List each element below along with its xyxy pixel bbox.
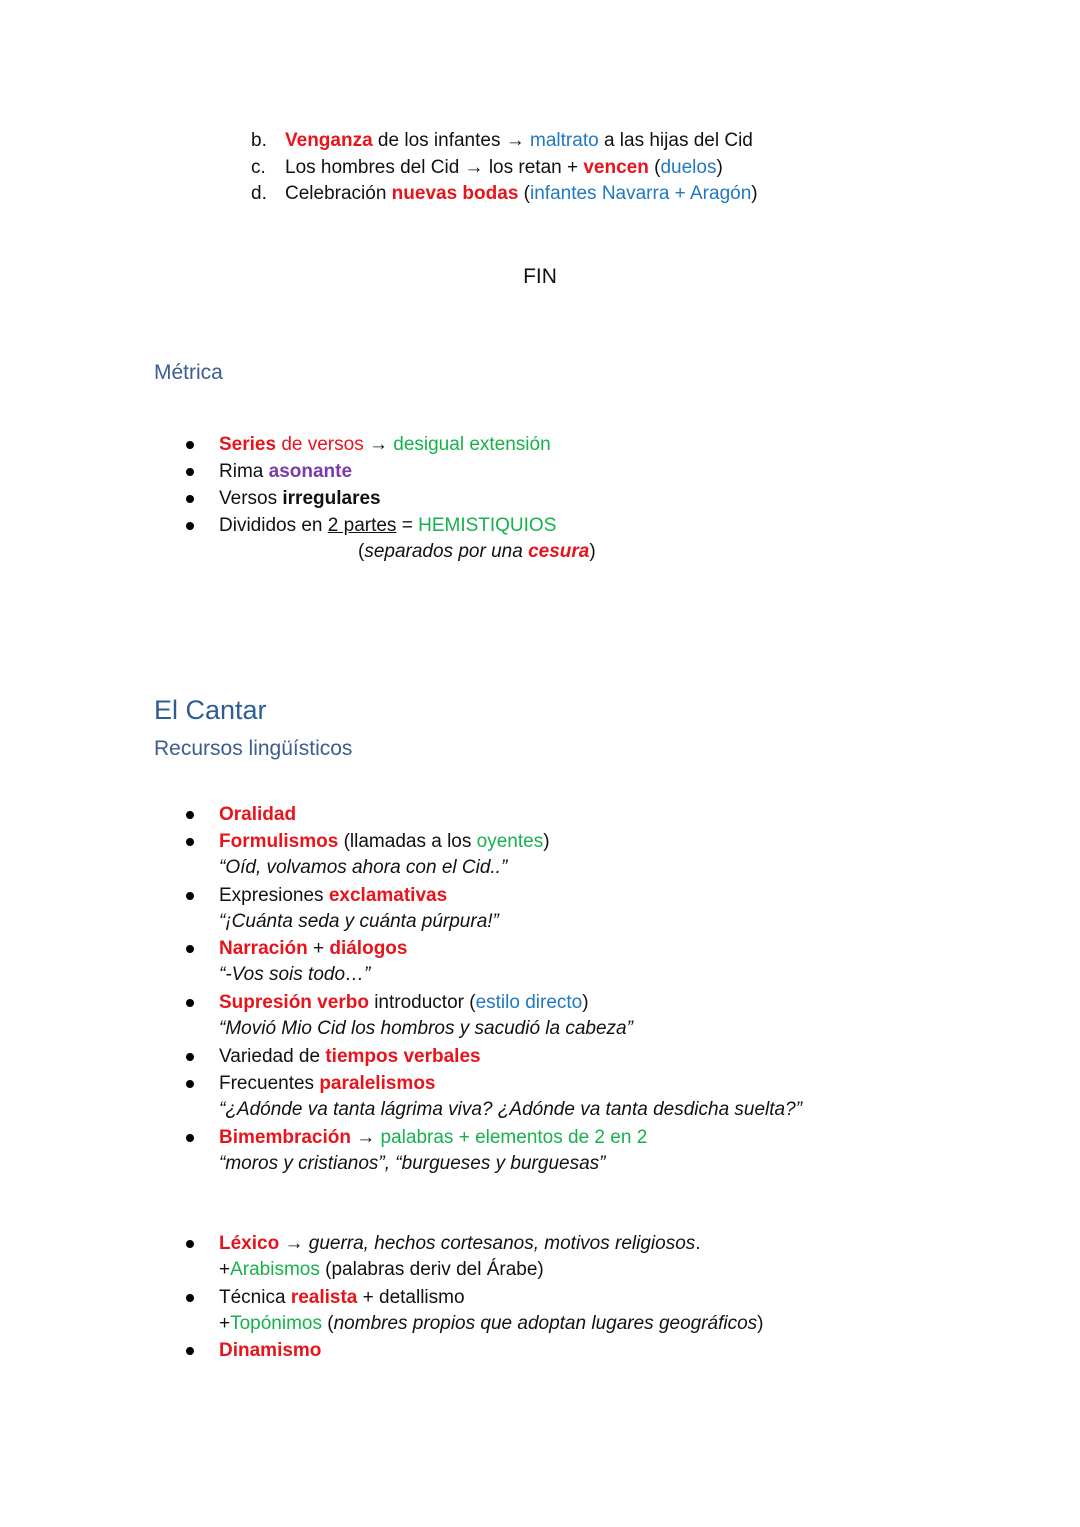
arrow-icon: → <box>464 157 484 178</box>
recurso-narracion: Narración + diálogos <box>219 938 408 959</box>
bullet-icon <box>186 838 194 846</box>
bullet-icon <box>186 1080 194 1088</box>
list-letter-c: c. <box>251 157 266 178</box>
bullet-icon <box>186 495 194 503</box>
bullet-icon <box>186 811 194 819</box>
recurso-bimembracion-quote: “moros y cristianos”, “burgueses y burguesas” <box>219 1153 606 1174</box>
list-item-c: Los hombres del Cid → los retan + vencen (duelos) <box>285 157 723 178</box>
list-item-b: Venganza de los infantes → maltrato a las hijas del Cid <box>285 130 753 151</box>
bullet-icon <box>186 999 194 1007</box>
arrow-icon: → <box>505 130 525 151</box>
recurso-dinamismo: Dinamismo <box>219 1340 322 1361</box>
bullet-icon <box>186 892 194 900</box>
bullet-icon <box>186 468 194 476</box>
recurso-bimembracion: Bimembración → palabras + elementos de 2 en 2 <box>219 1127 648 1148</box>
recurso-exclamativas: Expresiones exclamativas <box>219 885 448 906</box>
bullet-icon <box>186 1134 194 1142</box>
bullet-icon <box>186 1240 194 1248</box>
bullet-icon <box>186 522 194 530</box>
list-letter-d: d. <box>251 183 267 204</box>
recurso-exclamativas-quote: “¡Cuánta seda y cuánta púrpura!” <box>219 911 499 932</box>
recurso-formulismos-quote: “Oíd, volvamos ahora con el Cid..” <box>219 857 508 878</box>
list-letter-b: b. <box>251 130 267 151</box>
recurso-lexico: Léxico → guerra, hechos cortesanos, motivos religiosos. <box>219 1233 701 1254</box>
bullet-icon <box>186 441 194 449</box>
metrica-item-divididos: Divididos en 2 partes = HEMISTIQUIOS <box>219 515 557 536</box>
metrica-item-series: Series de versos → desigual extensión <box>219 434 551 455</box>
recurso-supresion: Supresión verbo introductor (estilo directo) <box>219 992 589 1013</box>
recurso-formulismos: Formulismos (llamadas a los oyentes) <box>219 831 550 852</box>
recurso-toponimos: +Topónimos (nombres propios que adoptan lugares geográficos) <box>219 1313 764 1334</box>
bullet-icon <box>186 1294 194 1302</box>
recurso-supresion-quote: “Movió Mio Cid los hombros y sacudió la cabeza” <box>219 1018 633 1039</box>
arrow-icon: → <box>356 1127 376 1148</box>
metrica-item-rima: Rima asonante <box>219 461 353 482</box>
recurso-tiempos: Variedad de tiempos verbales <box>219 1046 481 1067</box>
arrow-icon: → <box>368 434 388 455</box>
bullet-icon <box>186 945 194 953</box>
metrica-item-cesura: (separados por una cesura) <box>358 541 596 562</box>
recurso-arabismos: +Arabismos (palabras deriv del Árabe) <box>219 1259 544 1280</box>
cantar-subtitle: Recursos lingüísticos <box>154 737 353 760</box>
recurso-tecnica: Técnica realista + detallismo <box>219 1287 465 1308</box>
recurso-oralidad: Oralidad <box>219 804 297 825</box>
arrow-icon: → <box>284 1233 304 1254</box>
recurso-paralelismos-quote: “¿Adónde va tanta lágrima viva? ¿Adónde va tanta desdicha suelta?” <box>219 1099 803 1120</box>
bullet-icon <box>186 1347 194 1355</box>
recurso-narracion-quote: “-Vos sois todo…” <box>219 964 371 985</box>
bullet-icon <box>186 1053 194 1061</box>
fin-heading: FIN <box>523 265 557 288</box>
recurso-paralelismos: Frecuentes paralelismos <box>219 1073 436 1094</box>
cantar-title: El Cantar <box>154 695 267 725</box>
list-item-d: Celebración nuevas bodas (infantes Navarra + Aragón) <box>285 183 758 204</box>
metrica-item-versos: Versos irregulares <box>219 488 381 509</box>
metrica-heading: Métrica <box>154 361 223 384</box>
